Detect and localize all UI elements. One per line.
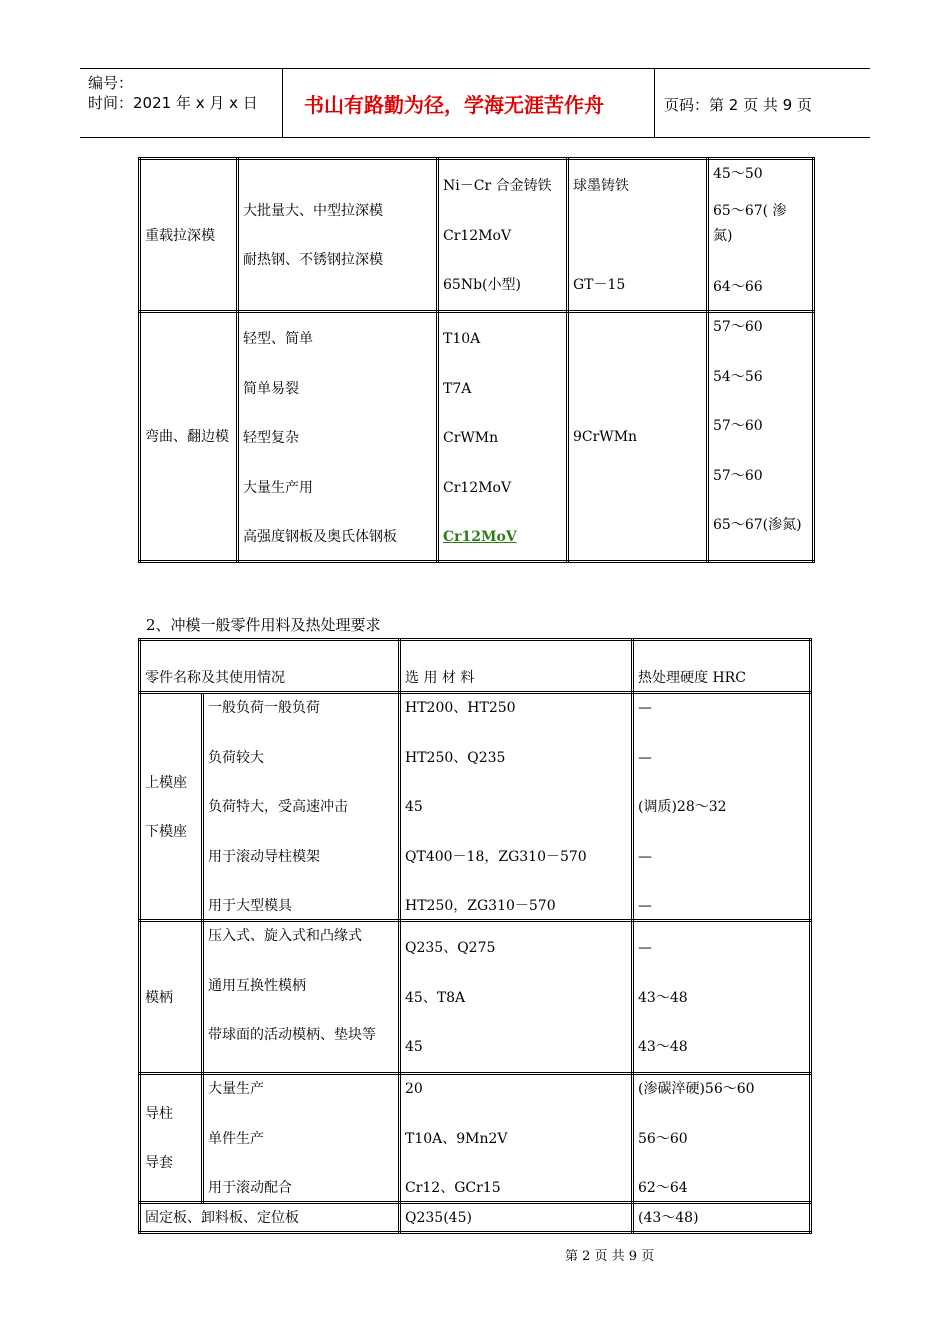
usage-cell: 压入式、旋入式和凸缘式 通用互换性模柄 带球面的活动模柄、垫块等 <box>203 921 400 1074</box>
usage-cell: 大量生产 单件生产 用于滚动配合 <box>203 1074 400 1203</box>
table-row <box>140 1074 811 1203</box>
usage-cell: 固定板、卸料板、定位板 <box>140 1203 400 1233</box>
header-part-name: 零件名称及其使用情况 <box>140 640 400 693</box>
page-footer: 第 2 页 共 9 页 <box>565 1249 655 1264</box>
highlighted-material-link[interactable]: Cr12MoV <box>443 529 517 545</box>
header-hardness: 热处理硬度 HRC <box>633 640 811 693</box>
page-label: 页码：第 2 页 共 9 页 <box>664 96 812 114</box>
section-title: 2、冲模一般零件用料及热处理要求 <box>146 616 381 634</box>
material-cell: HT200、HT250 HT250、Q235 45 QT400－18，ZG310－570 HT250，ZG310－570 <box>400 693 633 921</box>
table-row <box>140 693 811 921</box>
category-heavy-drawing: 重载拉深模 <box>140 159 238 312</box>
category-bending: 弯曲、翻边模 <box>140 312 238 562</box>
table-row <box>140 159 814 312</box>
material-cell: T10A T7A CrWMn Cr12MoV Cr12MoV <box>438 312 568 562</box>
material-cell: Q235(45) <box>400 1203 633 1233</box>
header-slogan: 书山有路勤为径，学海无涯苦作舟 <box>304 93 604 117</box>
group-guide: 导柱 导套 <box>140 1074 203 1203</box>
die-material-table <box>138 157 815 563</box>
hardness-cell: (43～48) <box>633 1203 811 1233</box>
page-header <box>80 68 870 138</box>
number-label: 编号： <box>88 74 134 92</box>
usage-cell: 一般负荷一般负荷 负荷较大 负荷特大，受高速冲击 用于滚动导柱模架 用于大型模具 <box>203 693 400 921</box>
hardness-cell: — — (调质)28～32 — — <box>633 693 811 921</box>
table-row <box>140 312 814 562</box>
usage-cell: 轻型、简单 简单易裂 轻型复杂 大量生产用 高强度钢板及奥氏体钢板 <box>238 312 438 562</box>
table-row <box>140 921 811 1074</box>
group-die-shank: 模柄 <box>140 921 203 1074</box>
material-cell: Ni－Cr 合金铸铁 Cr12MoV 65Nb(小型) <box>438 159 568 312</box>
material-cell: Q235、Q275 45、T8A 45 <box>400 921 633 1074</box>
time-label: 时间：2021 年 x 月 x 日 <box>88 94 258 112</box>
hardness-cell: — 43～48 43～48 <box>633 921 811 1074</box>
table-row <box>140 1203 811 1233</box>
hardness-cell: (渗碳淬硬)56～60 56～60 62～64 <box>633 1074 811 1203</box>
table-header-row <box>140 640 811 693</box>
group-die-seat: 上模座 下模座 <box>140 693 203 921</box>
hardness-cell: 57～60 54～56 57～60 57～60 65～67(渗氮) <box>708 312 814 562</box>
alt-material-cell: 球墨铸铁 GT－15 <box>568 159 708 312</box>
header-material: 选 用 材 料 <box>400 640 633 693</box>
usage-cell: 大批量大、中型拉深模 耐热钢、不锈钢拉深模 <box>238 159 438 312</box>
hardness-cell: 45～50 65～67( 渗氮) 64～66 <box>708 159 814 312</box>
alt-material-cell: 9CrWMn <box>568 312 708 562</box>
material-cell: 20 T10A、9Mn2V Cr12、GCr15 <box>400 1074 633 1203</box>
parts-material-table <box>138 638 812 1234</box>
